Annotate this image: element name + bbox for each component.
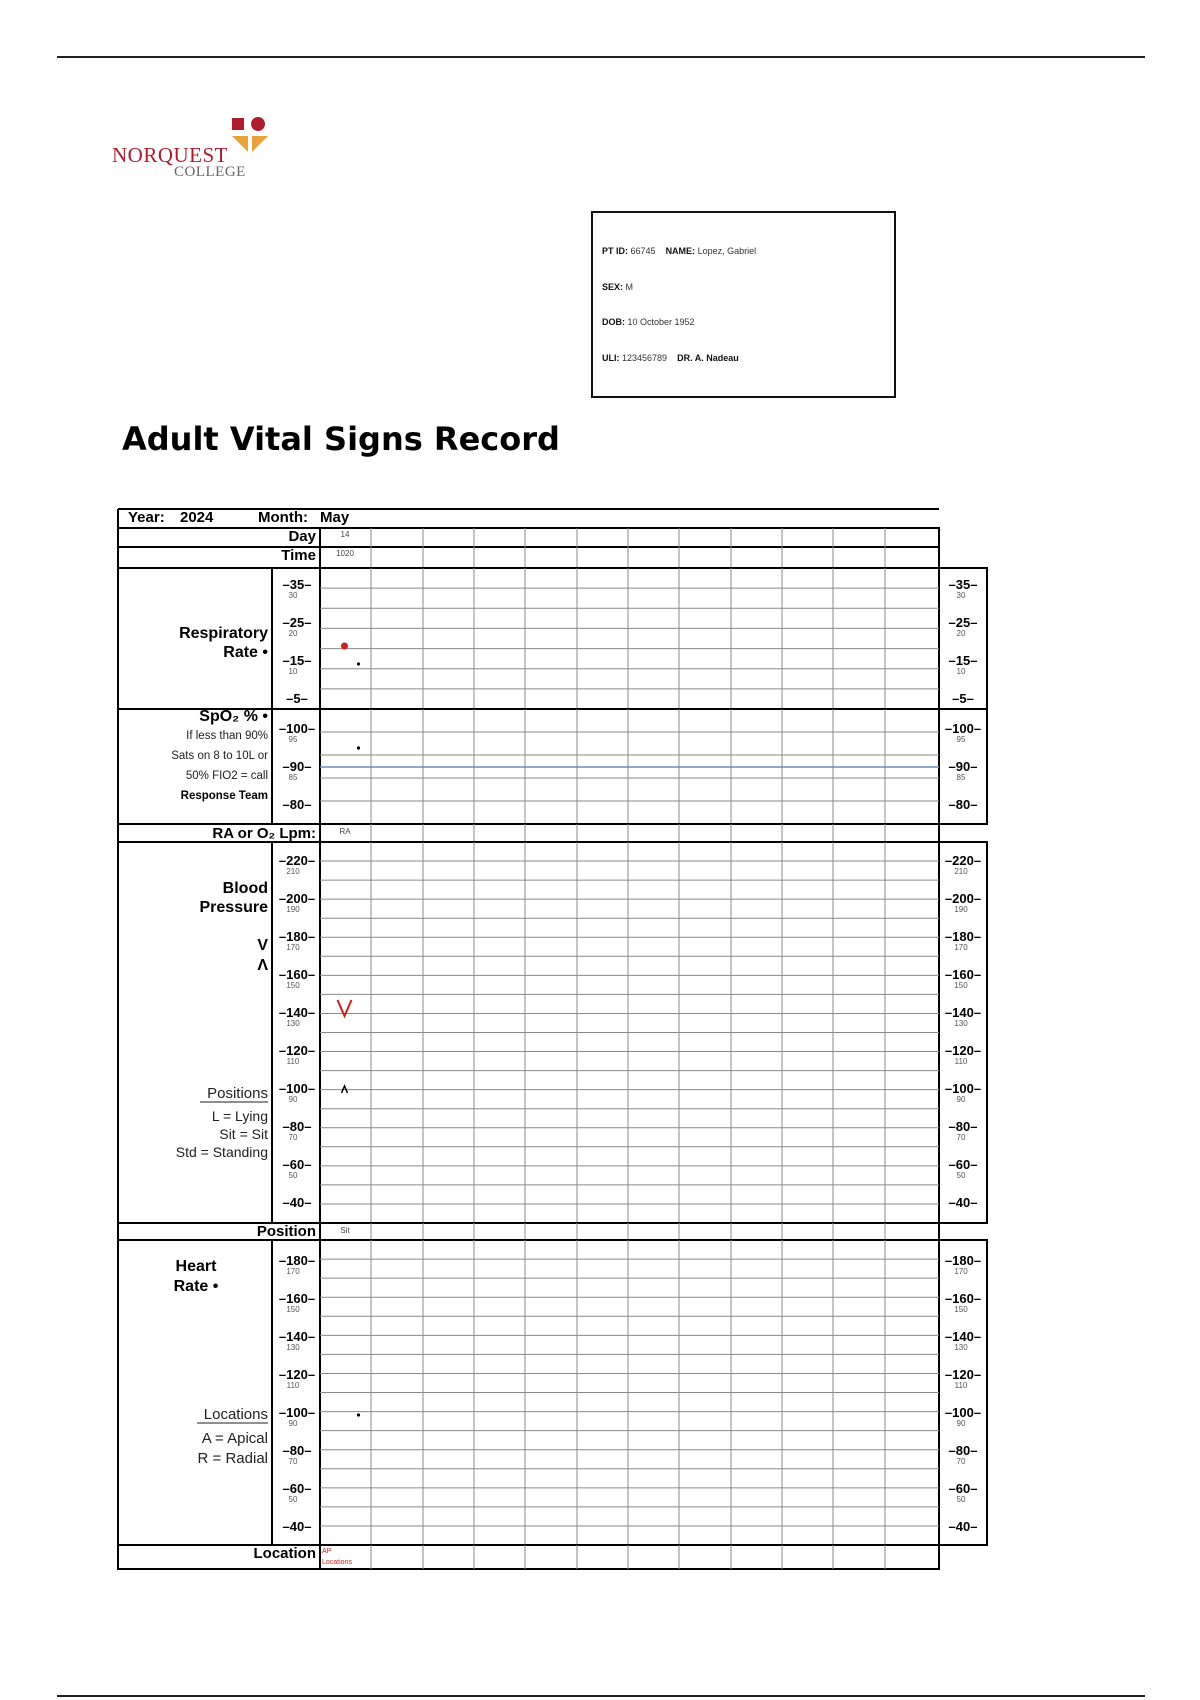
- heart-rate-left-subtick: 170: [286, 1267, 300, 1276]
- uli-value: 123456789: [622, 353, 668, 363]
- respiratory-rate-dot: [357, 662, 360, 665]
- respiratory-right-tick: –15–: [948, 653, 978, 668]
- blood-pressure-right-tick: –220–: [944, 853, 982, 868]
- blood-pressure-right-subtick: 90: [956, 1095, 966, 1104]
- blood-pressure-right-subtick: 110: [954, 1057, 968, 1066]
- heart-rate-right-tick: –120–: [944, 1367, 982, 1382]
- month-label: Month:: [258, 509, 308, 526]
- oxygen-label: RA or O₂ Lpm:: [212, 825, 316, 842]
- heart-rate-right-tick: –60–: [948, 1481, 978, 1496]
- location-label: Location: [253, 1545, 316, 1562]
- month-value: May: [320, 509, 350, 526]
- heart-rate-left-tick: –40–: [282, 1519, 312, 1534]
- blood-pressure-left-subtick: 50: [288, 1171, 298, 1180]
- heart-rate-right-tick: –100–: [944, 1405, 982, 1420]
- blood-pressure-right-subtick: 170: [954, 943, 968, 952]
- heart-rate-left-tick: –80–: [282, 1443, 312, 1458]
- respiratory-rate-point: [341, 643, 348, 650]
- pt-id-label: PT ID:: [602, 246, 628, 256]
- year-value: 2024: [180, 509, 214, 526]
- heart-rate-left-subtick: 70: [288, 1457, 298, 1466]
- blood-pressure-right-tick: –60–: [948, 1157, 978, 1172]
- respiratory-left-tick: –35–: [282, 577, 312, 592]
- blood-pressure-label-2: Pressure: [199, 899, 268, 916]
- logo-word-norquest: NORQUEST: [112, 143, 229, 167]
- heart-rate-right-subtick: 170: [954, 1267, 968, 1276]
- respiratory-right-tick: –25–: [948, 615, 978, 630]
- blood-pressure-right-tick: –200–: [944, 891, 982, 906]
- respiratory-right-subtick: 30: [956, 591, 966, 600]
- blood-pressure-left-tick: –60–: [282, 1157, 312, 1172]
- heart-rate-left-subtick: 150: [286, 1305, 300, 1314]
- blood-pressure-right-tick: –100–: [944, 1081, 982, 1096]
- position-legend-item: Sit = Sit: [219, 1126, 268, 1142]
- respiratory-right-subtick: 10: [956, 667, 966, 676]
- heart-rate-label-2: Rate •: [173, 1278, 219, 1295]
- heart-rate-right-subtick: 90: [956, 1419, 966, 1428]
- day-label: Day: [288, 528, 316, 545]
- blood-pressure-right-subtick: 150: [954, 981, 968, 990]
- spo2-right-subtick: 95: [956, 735, 966, 744]
- systolic-symbol-legend: V: [257, 937, 268, 954]
- position-label: Position: [256, 1223, 316, 1240]
- blood-pressure-left-tick: –220–: [278, 853, 316, 868]
- heart-rate-right-tick: –80–: [948, 1443, 978, 1458]
- respiratory-left-subtick: 30: [288, 591, 298, 600]
- respiratory-left-subtick: 20: [288, 629, 298, 638]
- blood-pressure-left-tick: –160–: [278, 967, 316, 982]
- heart-rate-left-subtick: 110: [286, 1381, 300, 1390]
- blood-pressure-right-subtick: 130: [954, 1019, 968, 1028]
- heart-rate-label: Heart: [175, 1258, 217, 1275]
- heart-rate-right-tick: –160–: [944, 1291, 982, 1306]
- heart-rate-right-subtick: 110: [954, 1381, 968, 1390]
- locations-title: Locations: [203, 1406, 268, 1423]
- day-value: 14: [340, 530, 350, 539]
- heart-rate-left-tick: –120–: [278, 1367, 316, 1382]
- heart-rate-right-subtick: 150: [954, 1305, 968, 1314]
- position-row: [118, 1223, 939, 1240]
- location-legend-item: R = Radial: [197, 1450, 268, 1467]
- blood-pressure-left-tick: –200–: [278, 891, 316, 906]
- respiratory-left-subtick: 10: [288, 667, 298, 676]
- blood-pressure-left-tick: –80–: [282, 1119, 312, 1134]
- blood-pressure-right-tick: –180–: [944, 929, 982, 944]
- blood-pressure-label: Blood: [222, 880, 268, 897]
- heart-rate-left-tick: –60–: [282, 1481, 312, 1496]
- spo2-right-tick: –80–: [948, 797, 978, 812]
- location-row: [118, 1545, 939, 1569]
- sex-label: SEX:: [602, 282, 624, 292]
- positions-title: Positions: [207, 1085, 268, 1102]
- heart-rate-right-tick: –180–: [944, 1253, 982, 1268]
- blood-pressure-right-subtick: 70: [956, 1133, 966, 1142]
- blood-pressure-right-tick: –140–: [944, 1005, 982, 1020]
- blood-pressure-right-tick: –40–: [948, 1195, 978, 1210]
- heart-rate-left-tick: –100–: [278, 1405, 316, 1420]
- dob-value: 10 October 1952: [627, 317, 695, 327]
- blood-pressure-left-subtick: 110: [286, 1057, 300, 1066]
- logo-word-college: COLLEGE: [174, 164, 246, 180]
- heart-rate-right-tick: –140–: [944, 1329, 982, 1344]
- oxygen-value: RA: [339, 827, 351, 836]
- blood-pressure-right-subtick: 190: [954, 905, 968, 914]
- heart-rate-right-subtick: 70: [956, 1457, 966, 1466]
- heart-rate-right-subtick: 130: [954, 1343, 968, 1352]
- blood-pressure-left-subtick: 130: [286, 1019, 300, 1028]
- position-legend-item: L = Lying: [211, 1108, 268, 1124]
- spo2-point: [357, 746, 360, 749]
- heart-rate-left-tick: –160–: [278, 1291, 316, 1306]
- respiratory-right-tick: –5–: [952, 691, 974, 706]
- page-title: Adult Vital Signs Record: [122, 420, 560, 458]
- location-value-2: Locations: [322, 1559, 352, 1566]
- heart-rate-point: [357, 1413, 360, 1416]
- spo2-label: SpO₂ % •: [199, 708, 268, 725]
- blood-pressure-right-tick: –160–: [944, 967, 982, 982]
- spo2-note-line: Sats on 8 to 10L or: [171, 750, 268, 762]
- blood-pressure-left-subtick: 90: [288, 1095, 298, 1104]
- blood-pressure-right-tick: –120–: [944, 1043, 982, 1058]
- spo2-left-tick: –100–: [278, 721, 316, 736]
- spo2-note-line: If less than 90%: [186, 730, 268, 742]
- spo2-right-tick: –90–: [948, 759, 978, 774]
- blood-pressure-left-subtick: 170: [286, 943, 300, 952]
- name-value: Lopez, Gabriel: [697, 246, 757, 256]
- spo2-right-subtick: 85: [956, 773, 966, 782]
- blood-pressure-left-tick: –100–: [278, 1081, 316, 1096]
- spo2-response-team-note: Response Team: [180, 790, 268, 802]
- blood-pressure-left-tick: –140–: [278, 1005, 316, 1020]
- respiratory-left-tick: –5–: [286, 691, 308, 706]
- position-value: Sit: [340, 1226, 350, 1235]
- heart-rate-left-subtick: 130: [286, 1343, 300, 1352]
- respiratory-right-subtick: 20: [956, 629, 966, 638]
- respiratory-left-tick: –15–: [282, 653, 312, 668]
- heart-rate-right-subtick: 50: [956, 1495, 966, 1504]
- spo2-right-tick: –100–: [944, 721, 982, 736]
- blood-pressure-left-subtick: 150: [286, 981, 300, 990]
- blood-pressure-right-subtick: 210: [954, 867, 968, 876]
- position-legend-item: Std = Standing: [175, 1144, 268, 1160]
- name-label: NAME:: [665, 246, 696, 256]
- blood-pressure-right-subtick: 50: [956, 1171, 966, 1180]
- blood-pressure-right-tick: –80–: [948, 1119, 978, 1134]
- respiratory-left-tick: –25–: [282, 615, 312, 630]
- respiratory-label: Respiratory: [179, 625, 268, 642]
- blood-pressure-left-tick: –40–: [282, 1195, 312, 1210]
- doctor-name: DR. A. Nadeau: [677, 353, 739, 363]
- spo2-left-subtick: 95: [288, 735, 298, 744]
- blood-pressure-left-tick: –120–: [278, 1043, 316, 1058]
- heart-rate-left-tick: –180–: [278, 1253, 316, 1268]
- diastolic-symbol-legend: Λ: [257, 957, 268, 974]
- heart-rate-left-tick: –140–: [278, 1329, 316, 1344]
- blood-pressure-left-tick: –180–: [278, 929, 316, 944]
- location-value: AP: [322, 1548, 332, 1555]
- heart-rate-left-subtick: 90: [288, 1419, 298, 1428]
- dob-label: DOB:: [602, 317, 625, 327]
- time-label: Time: [281, 547, 316, 564]
- respiratory-rate-label: Rate •: [223, 644, 268, 661]
- spo2-left-tick: –80–: [282, 797, 312, 812]
- uli-label: ULI:: [602, 353, 620, 363]
- heart-rate-left-subtick: 50: [288, 1495, 298, 1504]
- blood-pressure-left-subtick: 70: [288, 1133, 298, 1142]
- time-value: 1020: [336, 549, 354, 558]
- blood-pressure-left-subtick: 190: [286, 905, 300, 914]
- respiratory-right-tick: –35–: [948, 577, 978, 592]
- spo2-left-subtick: 85: [288, 773, 298, 782]
- spo2-note-line: 50% FIO2 = call: [185, 770, 268, 782]
- spo2-left-tick: –90–: [282, 759, 312, 774]
- blood-pressure-left-subtick: 210: [286, 867, 300, 876]
- year-label: Year:: [128, 509, 165, 526]
- heart-rate-right-tick: –40–: [948, 1519, 978, 1534]
- location-legend-item: A = Apical: [201, 1430, 268, 1447]
- sex-value: M: [625, 282, 634, 292]
- pt-id-value: 66745: [630, 246, 656, 256]
